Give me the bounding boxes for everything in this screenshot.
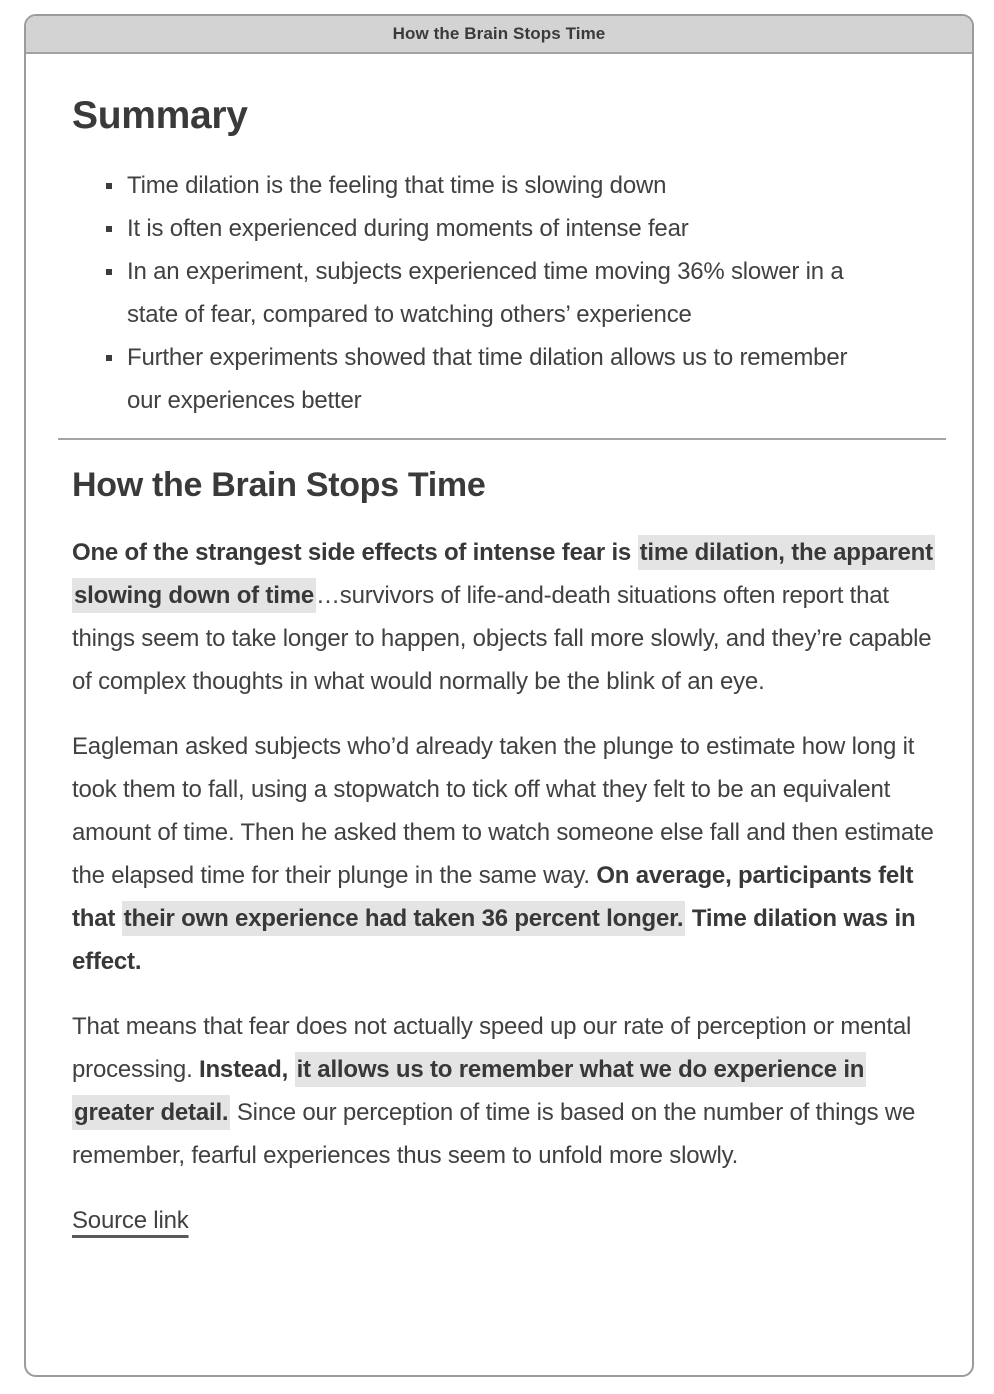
list-item-text: In an experiment, subjects experienced time moving 36% slower in a state of fear, compared to watching others’ experience xyxy=(127,258,844,328)
section-divider xyxy=(58,438,946,440)
highlighted-text-segment: time dilation, the apparent slowing down of time xyxy=(72,535,935,613)
list-item-text: It is often experienced during moments of intense fear xyxy=(127,215,689,242)
text-segment: That means that fear does not actually speed up our rate of perception or mental processing. xyxy=(72,1013,912,1083)
window-title: How the Brain Stops Time xyxy=(392,24,606,43)
summary-list xyxy=(72,164,872,422)
text-segment: Since our perception of time is based on the number of things we remember, fearful experiences thus seem to unfold more slowly. xyxy=(72,1099,916,1169)
paragraph xyxy=(72,531,944,703)
window-titlebar xyxy=(26,16,972,54)
bullet-icon xyxy=(106,183,112,189)
text-segment: …survivors of life-and-death situations often report that things seem to take longer to happen, objects fall more slowly, and they’re capable of complex thoughts in what would normally be the blink of an eye. xyxy=(72,582,932,695)
article-content xyxy=(26,54,972,1275)
text-segment: Eagleman asked subjects who’d already taken the plunge to estimate how long it took them to fall, using a stopwatch to tick off what they felt to be an equivalent amount of time. Then he asked them to watch someone else fall and then estimate the elapsed time for their plunge in the same way. xyxy=(72,733,934,889)
paragraph xyxy=(72,725,944,983)
source-link[interactable]: Source link xyxy=(72,1207,189,1234)
list-item xyxy=(72,164,872,207)
highlighted-text-segment: it allows us to remember what we do experience in greater detail. xyxy=(72,1052,866,1130)
text-segment: Instead, xyxy=(199,1056,295,1083)
bullet-icon xyxy=(106,355,112,361)
summary-heading: Summary xyxy=(72,94,248,137)
paragraph xyxy=(72,1005,944,1177)
list-item xyxy=(72,207,872,250)
text-segment: On average, participants felt that xyxy=(72,862,914,932)
bullet-icon xyxy=(106,269,112,275)
list-item xyxy=(72,250,872,336)
list-item-text: Time dilation is the feeling that time is slowing down xyxy=(127,172,667,199)
list-item xyxy=(72,336,872,422)
list-item-text: Further experiments showed that time dilation allows us to remember our experiences better xyxy=(127,344,848,414)
bullet-icon xyxy=(106,226,112,232)
text-segment: One of the strangest side effects of intense fear is xyxy=(72,539,638,566)
text-segment: Time dilation was in effect. xyxy=(72,905,916,975)
article-window xyxy=(24,14,974,1377)
article-heading: How the Brain Stops Time xyxy=(72,466,486,504)
highlighted-text-segment: their own experience had taken 36 percent longer. xyxy=(122,901,686,936)
